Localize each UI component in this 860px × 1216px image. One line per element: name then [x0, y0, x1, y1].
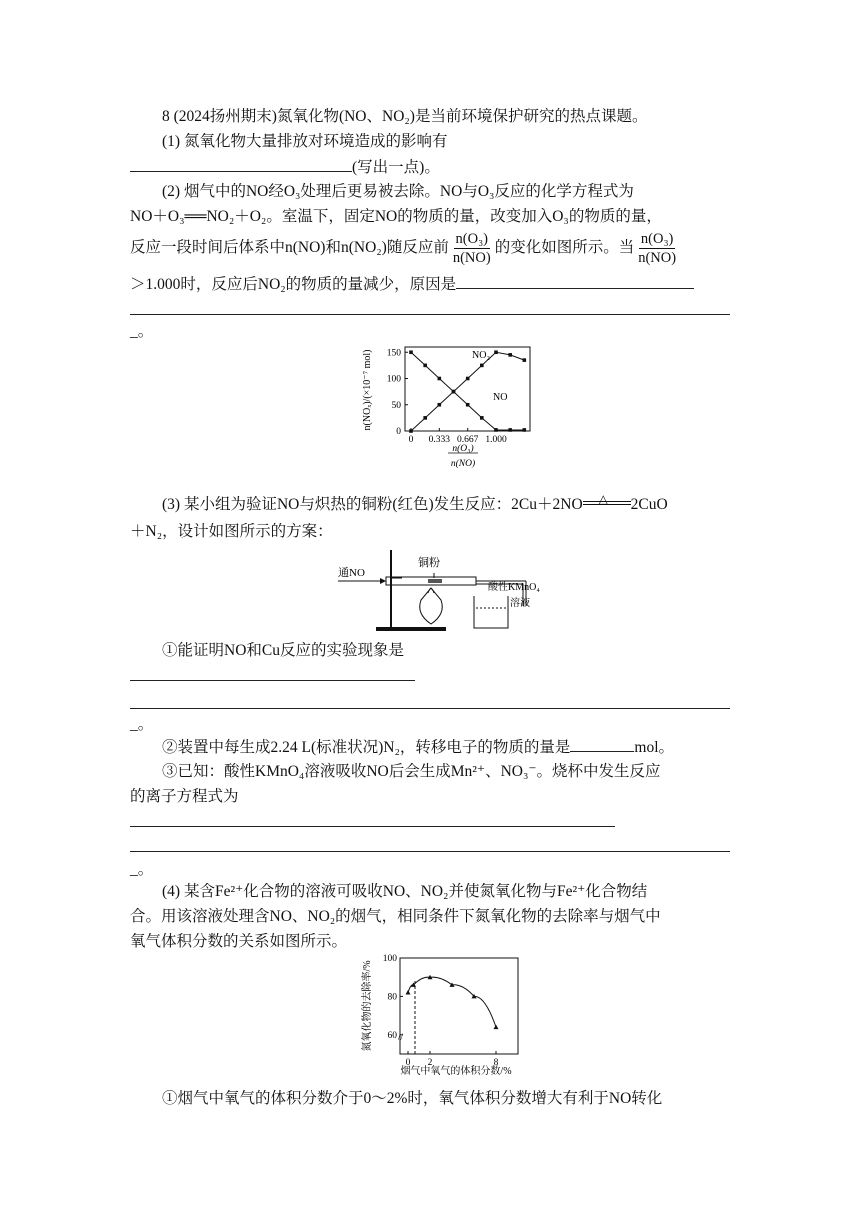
- part1-answer-line: (写出一点)。: [130, 157, 440, 178]
- inlet-label: 通NO: [338, 567, 365, 579]
- x-tick-label: 2: [427, 1058, 433, 1068]
- xlabel-num: n(O₃): [452, 444, 474, 454]
- x-tick-label: 8: [493, 1058, 499, 1068]
- part2-line1: (2) 烟气中的NO经O₃处理后更易被去除。NO与O₃反应的化学方程式为: [162, 183, 634, 200]
- y-tick-label: 0: [396, 427, 401, 437]
- copper-powder: [428, 579, 442, 583]
- answer-line[interactable]: [130, 851, 730, 852]
- part2-line4: ＞1.000时，反应后NO₂的物质的量减少，原因是: [130, 274, 694, 295]
- data-point: [508, 353, 512, 357]
- part1-question: (1) 氮氧化物大量排放对环境造成的影响有: [162, 133, 448, 150]
- part4-line3: 氧气体积分数的关系如图所示。: [130, 933, 348, 950]
- x-axis-label: 烟气中氧气的体积分数/%: [400, 1066, 512, 1077]
- data-point: [466, 403, 470, 407]
- data-point: [523, 358, 527, 362]
- data-point: [423, 416, 427, 420]
- part3-line1: (3) 某小组为验证NO与炽热的铜粉(红色)发生反应：2Cu＋2NO △ 2CuO: [162, 492, 668, 513]
- answer-blank[interactable]: [456, 274, 694, 289]
- y-tick-label: 60: [387, 1030, 397, 1041]
- x-tick-label: 0.667: [457, 435, 479, 445]
- answer-blank[interactable]: [570, 737, 634, 752]
- part3-q1: ①能证明NO和Cu反应的实验现象是: [162, 642, 404, 659]
- data-point: [508, 428, 512, 432]
- end-mark: _。: [130, 323, 154, 340]
- data-point: [480, 364, 484, 368]
- part3-line2: ＋N₂，设计如图所示的方案：: [130, 523, 333, 540]
- stand-base: [376, 627, 446, 631]
- data-point: [523, 428, 527, 432]
- end-mark: _。: [130, 716, 154, 733]
- data-point: [409, 429, 413, 433]
- x-tick-label: 0: [408, 435, 414, 445]
- y-tick-label: 80: [387, 992, 397, 1003]
- apparatus-diagram: [336, 548, 556, 634]
- alcohol-lamp: [420, 588, 443, 624]
- question-intro: 8 (2024扬州期末)氮氧化物(NO、NO₂)是当前环境保护研究的热点课题。: [162, 108, 648, 125]
- answer-line[interactable]: [130, 314, 730, 315]
- ratio-fraction: $\frac{\text{n(O₃)}}{n(NO)}$: [452, 231, 491, 266]
- xlabel-den: n(NO): [450, 459, 476, 469]
- part4-line1: (4) 某含Fe²⁺化合物的溶液可吸收NO、NO₂并使氮氧化物与Fe²⁺化合物结: [162, 883, 648, 900]
- part3-q3: ③已知：酸性KMnO₄溶液吸收NO后会生成Mn²⁺、NO₃⁻。烧杯中发生反应: [162, 763, 661, 780]
- series-label-no2: NO₂: [472, 350, 490, 361]
- data-point: [466, 377, 470, 381]
- removal-rate-chart: [360, 950, 540, 1080]
- heat-condition-arrow: △: [583, 501, 631, 509]
- solution-label-2: 溶液: [510, 598, 530, 609]
- part4-q1: ①烟气中氧气的体积分数介于0～2%时，氧气体积分数增大有利于NO转化: [162, 1090, 663, 1107]
- end-mark: _。: [130, 861, 154, 878]
- part3-q3-b: 的离子方程式为: [130, 788, 239, 805]
- x-tick-label: 0.333: [428, 435, 450, 445]
- solution-label-1: 酸性KMnO₄: [488, 582, 540, 593]
- beaker: [474, 596, 508, 628]
- data-point: [438, 377, 442, 381]
- answer-blank[interactable]: [130, 157, 352, 172]
- powder-label: 铜粉: [418, 557, 440, 569]
- y-tick-label: 100: [382, 954, 397, 964]
- answer-line[interactable]: [130, 826, 615, 827]
- data-point: [409, 350, 413, 354]
- answer-line[interactable]: [130, 708, 730, 709]
- data-point: [494, 1025, 499, 1030]
- part2-line3: 反应一段时间后体系中n(NO)和n(NO₂)随反应前 $\frac{\text{n(O₃)}}{n(NO)}$ 的变化如图所示。当 $\frac{\text{n(O₃)}}{n(NO)}$: [130, 231, 677, 266]
- flame-icon: [428, 589, 434, 594]
- y-axis-label: 氮氧化物的去除率/%: [362, 960, 373, 1052]
- part3-q2: ②装置中每生成2.24 L(标准状况)N₂，转移电子的物质的量是 mol。: [162, 739, 675, 756]
- data-point: [406, 990, 411, 995]
- data-point: [423, 364, 427, 368]
- nox-chart: [360, 340, 540, 475]
- answer-line[interactable]: [130, 680, 415, 681]
- data-point: [494, 350, 498, 354]
- arrow-icon: [380, 578, 386, 584]
- y-axis-label: n(NOₓ)/(×10⁻⁷ mol): [362, 349, 373, 431]
- ratio-fraction-2: $\frac{\text{n(O₃)}}{n(NO)}$: [638, 231, 677, 266]
- x-tick-label: 0: [405, 1058, 411, 1068]
- axis-break-icon: //: [398, 1032, 404, 1042]
- y-tick-label: 150: [386, 348, 401, 359]
- y-tick-label: 50: [391, 400, 401, 411]
- x-tick-label: 1.000: [485, 435, 507, 445]
- data-point: [494, 428, 498, 432]
- y-tick-label: 100: [386, 374, 401, 385]
- part2-line2: NO＋O₃══NO₂＋O₂。室温下，固定NO的物质的量，改变加入O₃的物质的量，: [130, 208, 662, 225]
- data-point: [480, 416, 484, 420]
- data-point: [438, 403, 442, 407]
- plot-frame: [400, 958, 518, 1054]
- series-label-no: NO: [493, 392, 508, 403]
- data-point: [452, 390, 456, 394]
- part4-line2: 合。用该溶液处理含NO、NO₂的烟气，相同条件下氮氧化物的去除率与烟气中: [130, 908, 661, 925]
